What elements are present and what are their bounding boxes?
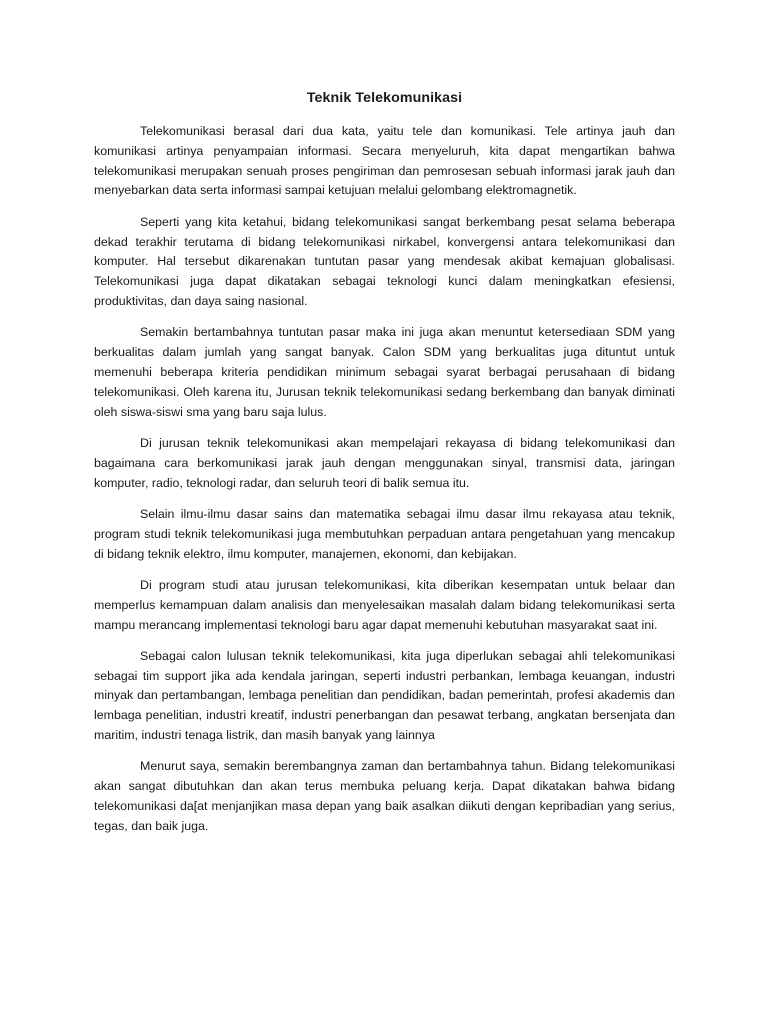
paragraph-8: Menurut saya, semakin berembangnya zaman dan bertambahnya tahun. Bidang telekomunikasi akan sangat dibutuhkan dan akan terus membuka peluang kerja. Dapat dikatakan bahwa bidang telekomunikasi da[at menjanjikan masa depan yang baik asalkan diikuti dengan kepribadian yang serius, tegas, dan baik juga. — [94, 759, 675, 833]
document-page — [94, 88, 675, 848]
document-title: Teknik Telekomunikasi — [306, 90, 463, 106]
paragraph-1: Telekomunikasi berasal dari dua kata, yaitu tele dan komunikasi. Tele artinya jauh dan komunikasi artinya penyampaian informasi. Secara menyeluruh, kita dapat mengartikan bahwa telekomunikasi merupakan senuah proses pengiriman dan pemrosesan sebuah informasi jarak jauh dan menyebarkan data serta informasi sampai ketujuan melalui gelombang elektromagnetik. — [94, 124, 675, 198]
paragraph-7: Sebagai calon lulusan teknik telekomunikasi, kita juga diperlukan sebagai ahli telekomunikasi sebagai tim support jika ada kendala jaringan, seperti industri perbankan, lembaga keuangan, industri minyak dan pertambangan, lembaga penelitian dan pendidikan, badan pemerintah, profesi akademis dan lembaga penelitian, industri kreatif, industri penerbangan dan pesawat terbang, angkatan bersenjata dan maritim, industri tenaga listrik, dan masih banyak yang lainnya — [94, 648, 675, 743]
paragraph-5: Selain ilmu-ilmu dasar sains dan matematika sebagai ilmu dasar ilmu rekayasa atau teknik, program studi teknik telekomunikasi juga membutuhkan perpaduan antara pengetahuan yang mencakup di bidang teknik elektro, ilmu komputer, manajemen, ekonomi, dan kebijakan. — [94, 506, 675, 561]
paragraph-6: Di program studi atau jurusan telekomunikasi, kita diberikan kesempatan untuk belaar dan memperlus kemampuan dalam analisis dan menyelesaikan masalah dalam bidang telekomunikasi serta mampu merancang implementasi teknologi baru agar dapat memenuhi kebutuhan masyarakat saat ini. — [94, 577, 675, 632]
paragraph-2: Seperti yang kita ketahui, bidang telekomunikasi sangat berkembang pesat selama beberapa dekad terakhir terutama di bidang telekomunikasi nirkabel, konvergensi antara telekomunikasi dan komputer. Hal tersebut dikarenakan tuntutan pasar yang mendesak akibat kemajuan globalisasi. Telekomunikasi juga dapat dikatakan sebagai teknologi kunci dalam meningkatkan efesiensi, produktivitas, dan daya saing nasional. — [94, 214, 675, 308]
paragraph-4: Di jurusan teknik telekomunikasi akan mempelajari rekayasa di bidang telekomunikasi dan bagaimana cara berkomunikasi jarak jauh dengan menggunakan sinyal, transmisi data, jaringan komputer, radio, teknologi radar, dan seluruh teori di balik semua itu. — [94, 435, 675, 490]
paragraph-3: Semakin bertambahnya tuntutan pasar maka ini juga akan menuntut ketersediaan SDM yang berkualitas dalam jumlah yang sangat banyak. Calon SDM yang berkualitas juga dituntut untuk memenuhi beberapa kriteria pendidikan minimum sebagai syarat berbagai perusahaan di bidang telekomunikasi. Oleh karena itu, Jurusan teknik telekomunikasi sedang berkembang dan banyak diminati oleh siswa-siswi sma yang baru saja lulus. — [94, 325, 675, 419]
